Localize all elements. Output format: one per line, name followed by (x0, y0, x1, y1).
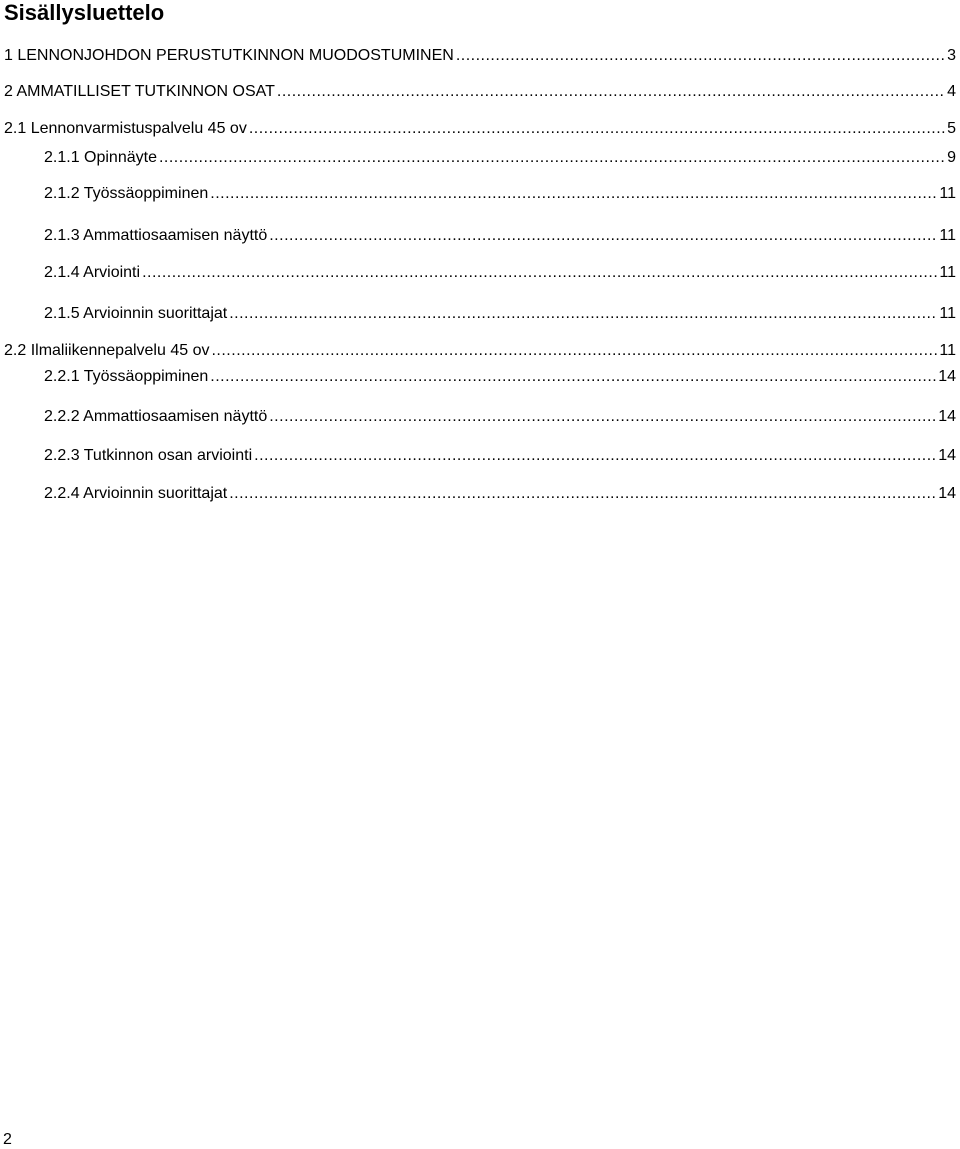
toc-entry-page: 11 (939, 185, 956, 202)
toc-entry-label: 2.1.5 Arvioinnin suorittajat (44, 305, 228, 322)
toc-entry-page: 14 (938, 447, 956, 464)
toc-entry-2-1-3[interactable] (44, 226, 956, 246)
toc-entry-label: 2.2 Ilmaliikennepalvelu 45 ov (4, 342, 210, 359)
toc-dot-leader (210, 367, 936, 387)
toc-entry-2-1-1[interactable] (44, 148, 956, 168)
toc-entry-page: 4 (947, 83, 956, 100)
toc-dot-leader (277, 82, 945, 102)
toc-entry-2-2-1[interactable] (44, 367, 956, 387)
toc-entry-2-1-4[interactable] (44, 263, 956, 283)
toc-dot-leader (229, 484, 936, 504)
toc-dot-leader (456, 46, 945, 66)
toc-entry-page: 11 (939, 227, 956, 244)
toc-dot-leader (211, 341, 937, 361)
toc-entry-page: 14 (938, 485, 956, 502)
toc-entry-label: 2.1.4 Arviointi (44, 264, 141, 281)
toc-dot-leader (142, 263, 937, 283)
toc-entry-2-1[interactable] (4, 119, 956, 139)
toc-dot-leader (269, 226, 937, 246)
toc-entry-page: 11 (939, 305, 956, 322)
toc-entry-page: 5 (947, 120, 956, 137)
toc-dot-leader (254, 446, 936, 466)
page-number: 2 (3, 1131, 12, 1148)
toc-entry-label: 2 AMMATILLISET TUTKINNON OSAT (4, 83, 275, 100)
toc-dot-leader (159, 148, 945, 168)
toc-entry-label: 2.2.2 Ammattiosaamisen näyttö (44, 408, 268, 425)
toc-dot-leader (210, 184, 937, 204)
toc-entry-label: 2.1.1 Opinnäyte (44, 149, 157, 166)
toc-entry-2-1-5[interactable] (44, 304, 956, 324)
toc-entry-label: 2.1 Lennonvarmistuspalvelu 45 ov (4, 120, 247, 137)
toc-entry-label: 2.2.1 Työssäoppiminen (44, 368, 209, 385)
toc-entry-label: 2.2.3 Tutkinnon osan arviointi (44, 447, 253, 464)
toc-entry-1[interactable] (4, 46, 956, 66)
toc-dot-leader (269, 407, 936, 427)
toc-dot-leader (249, 119, 945, 139)
toc-entry-label: 2.1.3 Ammattiosaamisen näyttö (44, 227, 268, 244)
toc-entry-2[interactable] (4, 82, 956, 102)
toc-entry-2-1-2[interactable] (44, 184, 956, 204)
toc-dot-leader (229, 304, 937, 324)
toc-entry-page: 14 (938, 368, 956, 385)
toc-entry-label: 2.1.2 Työssäoppiminen (44, 185, 209, 202)
toc-entry-2-2-2[interactable] (44, 407, 956, 427)
toc-entry-page: 9 (947, 149, 956, 166)
toc-entry-page: 11 (939, 342, 956, 359)
toc-entry-label: 2.2.4 Arvioinnin suorittajat (44, 485, 228, 502)
toc-entry-page: 14 (938, 408, 956, 425)
page-title: Sisällysluettelo (4, 0, 165, 25)
toc-entry-page: 3 (947, 47, 956, 64)
toc-entry-label: 1 LENNONJOHDON PERUSTUTKINNON MUODOSTUMINEN (4, 47, 454, 64)
toc-entry-2-2[interactable] (4, 341, 956, 361)
toc-entry-page: 11 (939, 264, 956, 281)
toc-entry-2-2-3[interactable] (44, 446, 956, 466)
toc-entry-2-2-4[interactable] (44, 484, 956, 504)
